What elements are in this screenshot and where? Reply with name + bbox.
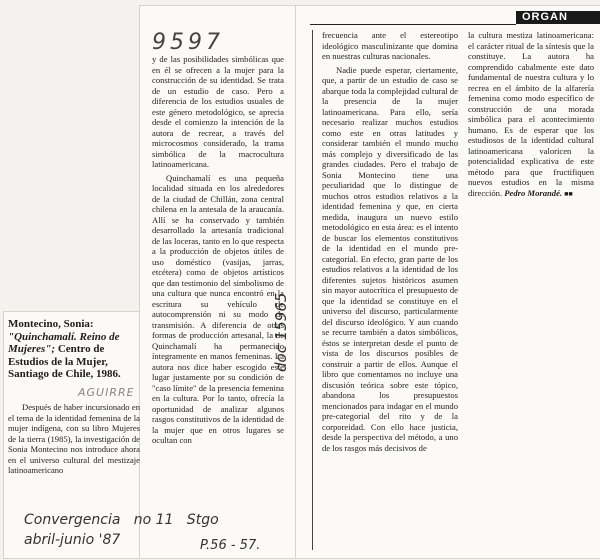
column-divider <box>312 30 313 550</box>
article-column-3 <box>322 30 458 453</box>
article-column-2 <box>152 54 284 446</box>
handwritten-source-line-2: abril-junio '87 <box>24 532 121 548</box>
column2-paragraph: y de las posibilidades simbólicas que en él se ofrecen a la mujer para la construcción de su identidad. Se trata de un estudio de caso. Pero a diferencia de los estudios usuales de este género metodológico, se aprecia desde el comienzo la intención de la autora de recrear, a través del microcosmos considerado, la trama simbólica de la macrocultura latinoamericana. <box>152 54 284 169</box>
end-mark: ■■ <box>564 189 573 198</box>
masthead: ORGAN <box>516 11 600 24</box>
column3-paragraph: frecuencia ante el estereotipo ideológico masculinizante que domina en nuestras culturas nacionales. <box>322 30 458 61</box>
book-reference <box>8 318 144 381</box>
author-stamp: AGUIRRE <box>78 386 135 399</box>
header-rule <box>310 24 516 25</box>
intro-column <box>8 402 140 476</box>
reference-publisher: Centro de Estudios de la Mujer, Santiago de Chile, 1986. <box>8 343 121 380</box>
handwritten-source-line-1: Convergencia no 11 Stgo <box>24 512 219 528</box>
reference-author: Montecino, Sonia: <box>8 318 94 330</box>
handwritten-top-number: 9597 <box>152 30 224 55</box>
intro-paragraph: Después de haber incursionado en el tema de la identidad femenina de la mujer indígena, con su libro Mujeres de la tierra (1985), la investigación de Sonia Montecino nos introduce ahora en el universo cultural del mestizaje latinoamericano <box>8 402 140 475</box>
column2-paragraph: Quinchamalí es una pequeña localidad situada en los alrededores de la ciudad de Chillán, zona central chilena en la antesala de la araucanía. Allí se ha conservado y también desarrollado la artesanía tradicional de las loceras, tanto en lo que respecta a la producción de objetos útiles de uso doméstico (vasijas, jarras, etcétera) como de objetos artísticos que dan testimonio del simbolismo de una cultura que nunca encontró en la escritura su vehículo de autocomprensión ni su modo de transmisión. A diferencia de otras formas de producción artesanal, la de Quinchamalí ha permanecido íntegramente en manos femeninas. La autora nos dice haber escogido este lugar justamente por su condición de "caso límite" de la presencia femenina en la cultura. Por lo tanto, ofrecía la oportunidad de analizar algunos rasgos constitutivos de la identidad de la mujer que en otros lugares se ocultan con <box>152 172 284 445</box>
handwritten-side-number: doc 15965 <box>272 292 290 372</box>
article-column-4 <box>468 30 594 199</box>
handwritten-pages: P.56 - 57. <box>200 538 261 553</box>
reference-title: "Quinchamalí. Reino de Mujeres"; <box>8 330 120 355</box>
column3-paragraph: Nadie puede esperar, ciertamente, que, a partir de un estudio de caso se abarque toda la complejidad cultural de la presencia de la mujer latinoamericana. Para ello, sería necesario realizar muchos estudios como este en otras latitudes y considerar también el mundo mucho más complejo y diversificado de las grandes ciudades. Pero el trabajo de Sonia Montecino tiene una peculiaridad que lo distingue de muchos otros estudios relativos a la identidad femenina y que, en cierta medida, inaugura un nuevo estilo metodológico en esta área: es el intento de buscar los elementos constitutivos de la identidad en el mundo pre-categorial. En efecto, gran parte de los estudios relativos a la identidad de los diferentes sujetos históricos asumen sin mayor autocrítica el presupuesto de que la identidad se constituye en el universo del discurso, particularmente del discurso ideológico. Y aun cuando se recurre también a datos simbólicos, éstos se interpretan desde el punto de vista de los discursos posibles de construir a partir de ellos. Aunque el libro que comentamos no incluye una discusión teórica sobre este tópico, abandona los presupuestos mencionados para indagar en el mundo pre-categorial del rito y de la corporeidad. Con ello hace justicia, desde la perspectiva del método, a uno de los rasgos más decisivos de <box>322 64 458 453</box>
column4-text: la cultura mestiza latinoamericana: el carácter ritual de la síntesis que la constituye. La autora ha comprendido cabalmente este dato fundamental de nuestra cultura y lo recrea en el ámbito de la alfarería femenina como modo específico de construcción de una morada simbólica para el acontecimiento humano. Es de esperar que los estudiosos de la identidad cultural latinoamericana valoricen la potencialidad explicativa de este método para que fructifiquen nuevos estudios en la misma dirección. <box>468 30 594 198</box>
review-signature: Pedro Morandé. <box>504 187 563 198</box>
